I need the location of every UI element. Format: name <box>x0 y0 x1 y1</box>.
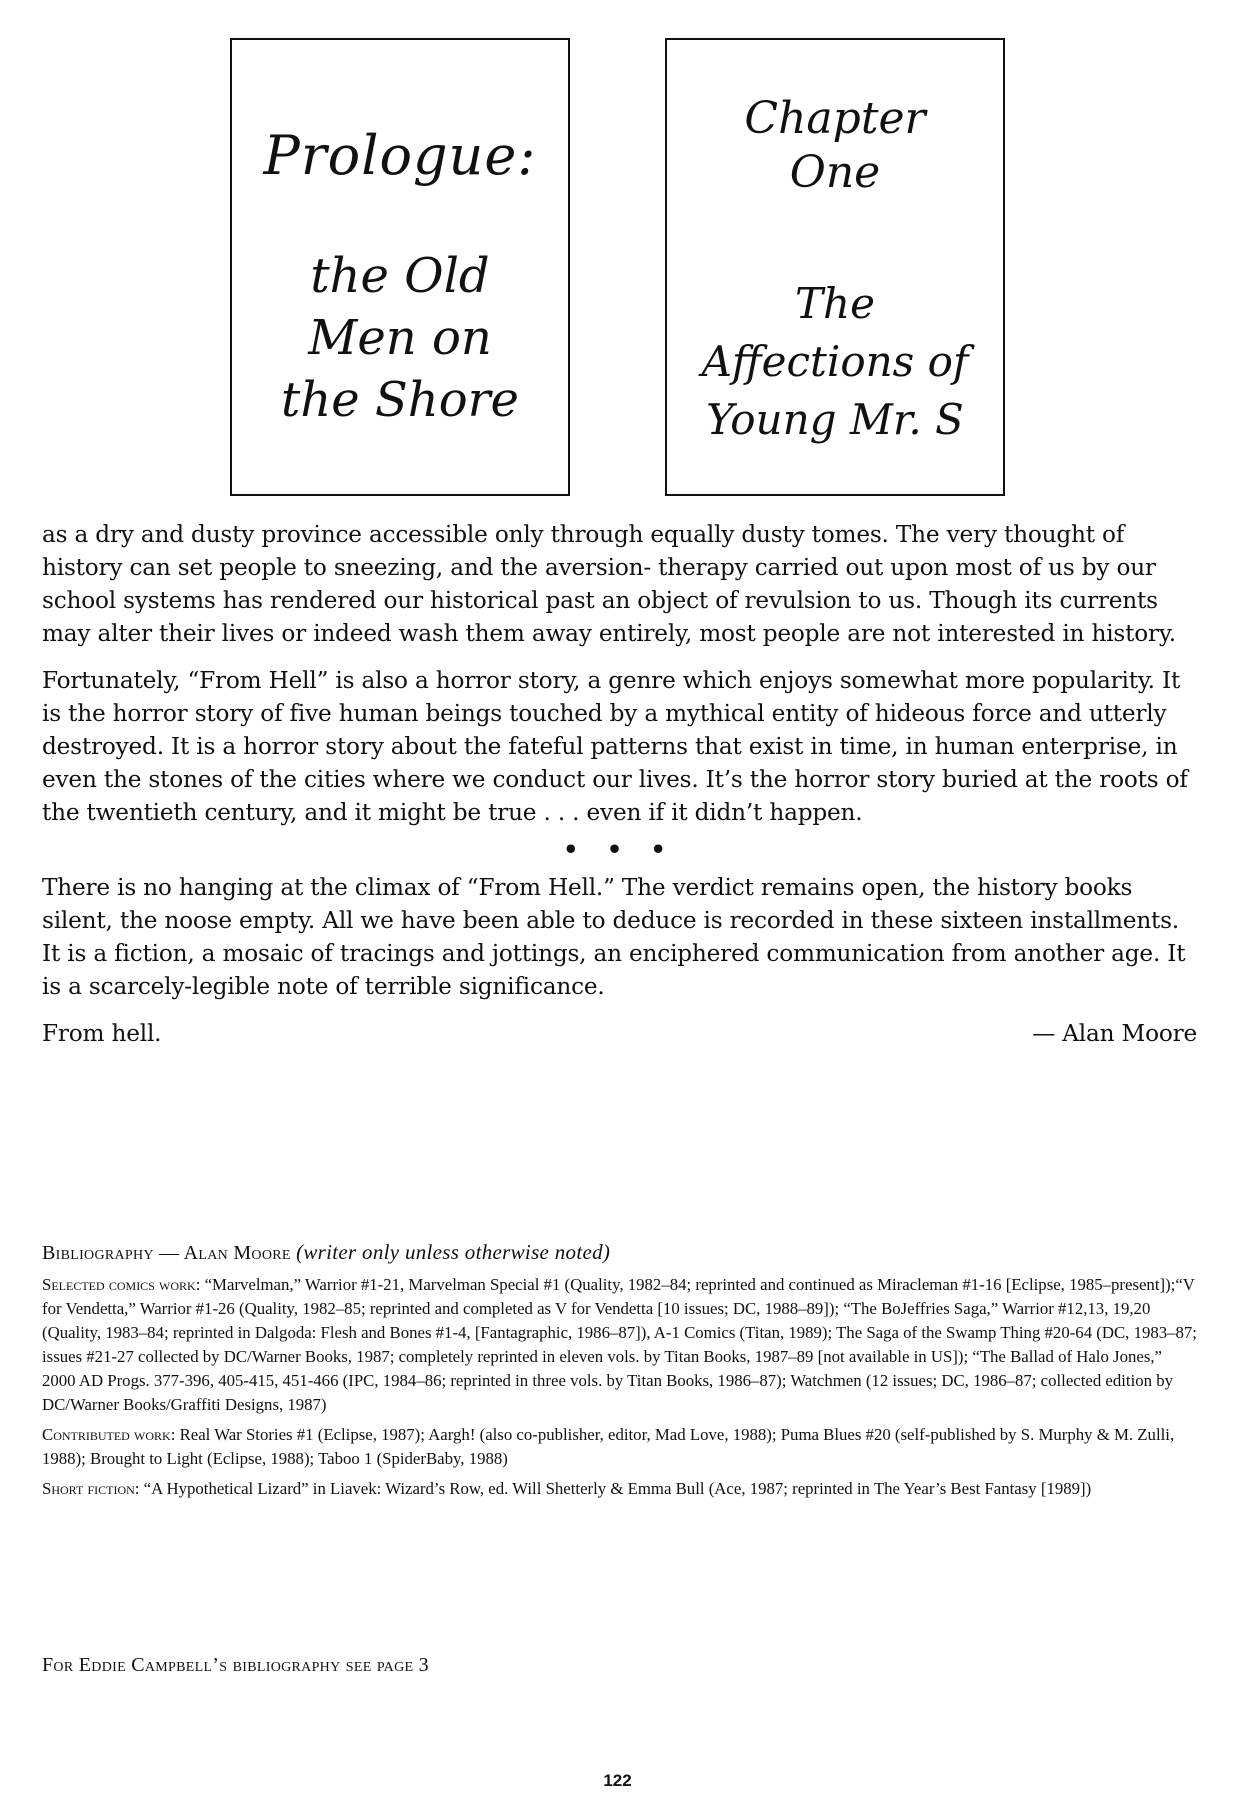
bibliography-entry-contributed <box>42 1423 1197 1471</box>
bibliography-label: Selected comics work: <box>42 1275 201 1294</box>
essay-paragraph: Fortunately, “From Hell” is also a horror story, a genre which enjoys somewhat more popularity. It is the horror story of five human beings touched by a mythical entity of hideous force and utterly destroyed. It is a horror story about the fateful patterns that exist in time, in human enterprise, in even the stones of the cities where we conduct our lives. It’s the horror story buried at the roots of the twentieth century, and it might be true . . . even if it didn’t happen. <box>42 667 1188 826</box>
chapter-title <box>667 275 1003 449</box>
bibliography-entry-selected <box>42 1273 1197 1417</box>
bibliography-heading <box>42 1240 1197 1265</box>
chapter-one-title-panel <box>665 38 1005 496</box>
page-number: 122 <box>603 1771 632 1790</box>
chapter-heading-line: One <box>789 147 881 198</box>
chapter-title-line: Young Mr. S <box>706 395 964 444</box>
chapter-title-line: The <box>795 279 875 328</box>
bibliography-text: “Marvelman,” Warrior #1-21, Marvelman Special #1 (Quality, 1982–84; reprinted and continued as Miracleman #1-16 [Eclipse, 1985–present]);“V for Vendetta,” Warrior #1-26 (Quality, 1982–85; reprinted and completed as V for Vendetta [10 issues; DC, 1988–89]); “The BoJeffries Saga,” Warrior #12,13, 19,20 (Quality, 1983–84; reprinted in Dalgoda: Flesh and Bones #1-4, [Fantagraphic, 1986–87]), A-1 Comics (Titan, 1989); The Saga of the Swamp Thing #20-64 (DC, 1983–87; issues #21-27 collected by DC/Warner Books, 1987; completely reprinted in eleven vols. by Titan Books, 1987–89 [not available in US]); “The Ballad of Halo Jones,” 2000 AD Progs. 377-396, 405-415, 451-466 (IPC, 1984–86; reprinted in three vols. by Titan Books, 1986–87); Watchmen (12 issues; DC, 1986–87; collected edition by DC/Warner Books/Graffiti Designs, 1987) <box>42 1275 1197 1414</box>
eddie-campbell-note: For Eddie Campbell’s bibliography see page 3 <box>42 1654 429 1676</box>
prologue-heading: Prologue: <box>263 124 537 187</box>
bibliography-entry-short-fiction <box>42 1477 1197 1501</box>
closing-line <box>42 1017 1197 1050</box>
prologue-title-panel <box>230 38 570 496</box>
prologue-title-line: the Shore <box>281 372 519 428</box>
essay-body <box>42 518 1197 1050</box>
essay-paragraph: There is no hanging at the climax of “From Hell.” The verdict remains open, the history books silent, the noose empty. All we have been able to deduce is recorded in these sixteen installments. It is a fiction, a mosaic of tracings and jottings, an enciphered communication from another age. It is a scarcely-legible note of terrible significance. <box>42 874 1186 1000</box>
chapter-heading <box>667 92 1003 200</box>
bibliography-label: Contributed work: <box>42 1425 176 1444</box>
bibliography-note: (writer only unless otherwise noted) <box>296 1240 611 1264</box>
bibliography-text: Real War Stories #1 (Eclipse, 1987); Aargh! (also co-publisher, editor, Mad Love, 1988); Puma Blues #20 (self-published by S. Murphy & M. Zulli, 1988); Brought to Light (Eclipse, 1988); Taboo 1 (SpiderBaby, 1988) <box>42 1425 1175 1468</box>
essay-paragraph: as a dry and dusty province accessible only through equally dusty tomes. The very thought of history can set people to sneezing, and the aversion- therapy carried out upon most of us by our school systems has rendered our historical past an object of revulsion to us. Though its currents may alter their lives or indeed wash them away entirely, most people are not interested in history. <box>42 521 1176 647</box>
section-separator: • • • <box>563 835 676 864</box>
chapter-heading-line: Chapter <box>744 93 926 144</box>
prologue-title-line: Men on <box>308 310 492 366</box>
bibliography-text: “A Hypothetical Lizard” in Liavek: Wizard’s Row, ed. Will Shetterly & Emma Bull (Ace, 1987; reprinted in The Year’s Best Fantasy [1989]) <box>143 1479 1092 1498</box>
bibliography-label: Short fiction: <box>42 1479 140 1498</box>
closing-text: From hell. <box>42 1020 162 1047</box>
chapter-title-line: Affections of <box>701 337 969 386</box>
bibliography <box>42 1240 1197 1507</box>
prologue-title <box>232 245 568 431</box>
bibliography-title: Bibliography — Alan Moore <box>42 1242 291 1264</box>
author-signature: — Alan Moore <box>1032 1020 1197 1047</box>
prologue-title-line: the Old <box>310 248 490 304</box>
